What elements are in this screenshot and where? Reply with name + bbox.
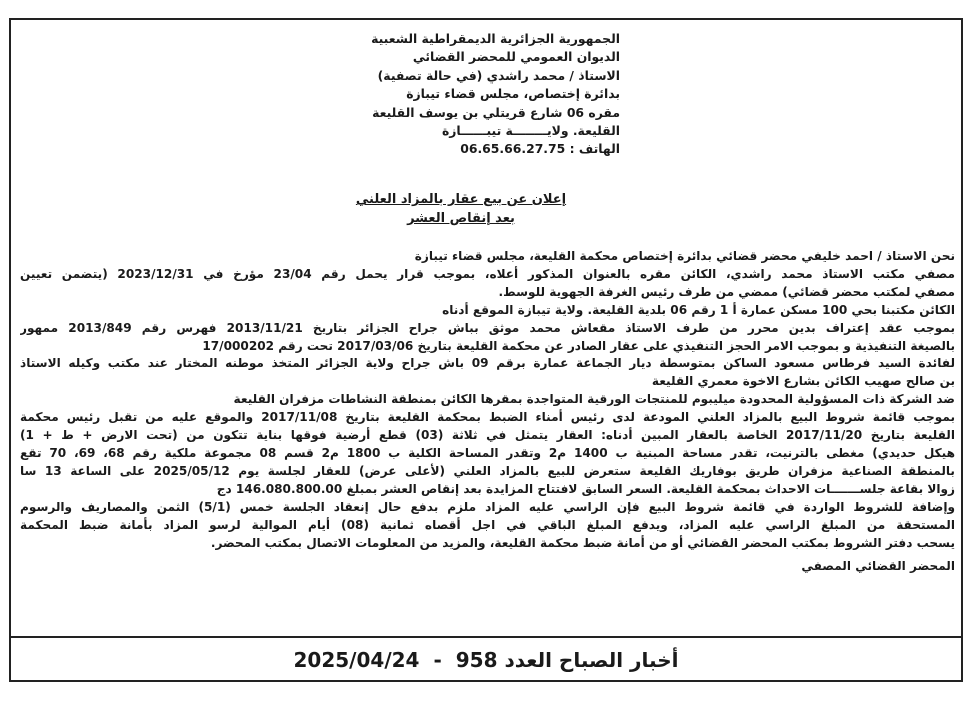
body-line: مصفي مكتب الاستاذ محمد راشدي، الكائن مقره بالعنوان المذكور أعلاه، بموجب قرار يحمل رقم 23/04 مؤرخ في 2023/12/31 (يتضمن تعيين [20,266,955,281]
header-line: الديوان العمومي للمحضر القضائي [412,49,620,65]
publication-name: أخبار الصباح العدد 958 [455,648,679,672]
body-line: بن صالح صهيب الكائن بشارع الاخوة معمري القليعة [651,374,955,389]
signature: المحضر القضائي المصفي [801,559,955,574]
announcement-body [20,248,955,576]
body-line: القليعة بتاريخ 2017/11/20 الخاصة بالعقار المبين أدناه: العقار يتمثل في ثلاثة (03) قطع أرضية فوقها بناية تتكون من (تحت الارض + ط + 1) [20,428,955,443]
publication-footer [9,636,963,682]
header-line: مقره 06 شارع قريتلي بن يوسف القليعة [372,104,620,120]
body-line: يسحب دفتر الشروط بمكتب المحضر القضائي أو من أمانة ضبط محكمة القليعة، والمزيد من المعلومات الاتصال بمكتب المحضر. [210,535,955,550]
header-line: الجمهورية الجزائرية الديمقراطية الشعبية [371,31,620,46]
body-line: بموجب عقد إعتراف بدين محرر من طرف الاستاذ مقعاش محمد موثق بباش جراح الجزائر بتاريخ 2013/11/21 فهرس رقم 2013/849 ممهور [20,320,955,335]
bailiff-header [330,30,620,159]
title-line-1: إعلان عن بيع عقار بالمزاد العلني [355,192,567,207]
body-line: بالمنطقة الصناعية مزفران طريق بوفاريك القليعة ستعرض للبيع بالمزاد العلني (لأعلى عرض) للعقار لجلسة يوم 2025/05/12 على الساعة 13 سا [20,463,955,478]
body-line: بموجب قائمة شروط البيع بالمزاد العلني المودعة لدى رئيس أمناء الضبط بمحكمة القليعة بتاريخ 2017/11/08 والموقع عليه من تقبل رئيس محكمة [20,410,955,425]
publication-date: 2025/04/24 [293,648,420,672]
body-line: هيكل حديدي) مغطى بالترنيت، تقدر مساحة المبنية ب 1400 م2 وتقدر المساحة الكلية ب 1800 م2 قسم 08 مجموعة ملكية رقم 68، 69، 70 تقع [20,445,955,460]
footer-separator: - [433,648,442,672]
header-line: الاستاذ / محمد راشدي (في حالة تصفية) [377,67,620,83]
body-line: الكائن مكتبنا بحي 100 مسكن عمارة أ 1 رقم 06 بلدية القليعة. ولاية تيبازة الموقع أدناه [442,302,955,317]
body-line: ضد الشركة ذات المسؤولية المحدودة ميليبوم للمنتجات الورقية المتواجدة بمقرها الكائن بمنطقة النشاطات مزفران القليعة [233,392,955,407]
header-line: القليعة. ولايــــــــة تيبــــــازة [441,123,620,139]
body-line: بالصيغة التنفيذية و بموجب الامر الحجز التنفيذي على عقار الصادر عن محكمة القليعة بتاريخ 2017/03/06 تحت رقم 17/000202 [202,338,955,353]
body-line: المستحقة من المبلغ الراسي عليه المزاد، ويدفع المبلغ الباقي في اجل أقصاه ثمانية (08) أيام الموالية لرسو المزاد بأمانة ضبط المحكمة [20,517,955,532]
announcement-title [330,190,592,228]
title-line-2: بعد إنقاص العشر [407,211,515,226]
body-line: مصفي لمكتب محضر قضائي) ممضي من طرف رئيس الغرفة الجهوية للوسط. [498,284,955,299]
header-line: الهاتف : 06.65.66.27.75 [460,141,620,157]
body-line: وإضافة للشروط الواردة في قائمة شروط البيع فإن الراسي عليه المزاد ملزم بدفع حال إنعقاد الجلسة خمس (5/1) الثمن والمصاريف والرسوم [20,499,955,514]
body-line: زوالا بقاعة جلســـــــات الاحداث بمحكمة القليعة. السعر السابق لافتتاح المزايدة بعد إنقاص العشر بمبلغ 146.080.800.00 دج [216,481,955,496]
body-line: لفائدة السيد فرطاس مسعود الساكن بمتوسطة ديار الجماعة عمارة برقم 09 باش جراح ولاية الجزائر المتخذ موطنه المختار عند مكتب وكيله الاستاذ [20,356,955,371]
header-line: بدائرة إختصاص، مجلس قضاء تيبازة [406,86,620,102]
body-line: نحن الاستاذ / احمد خليفي محضر قضائي بدائرة إختصاص محكمة القليعة، مجلس قضاء تيبازة [414,249,955,263]
